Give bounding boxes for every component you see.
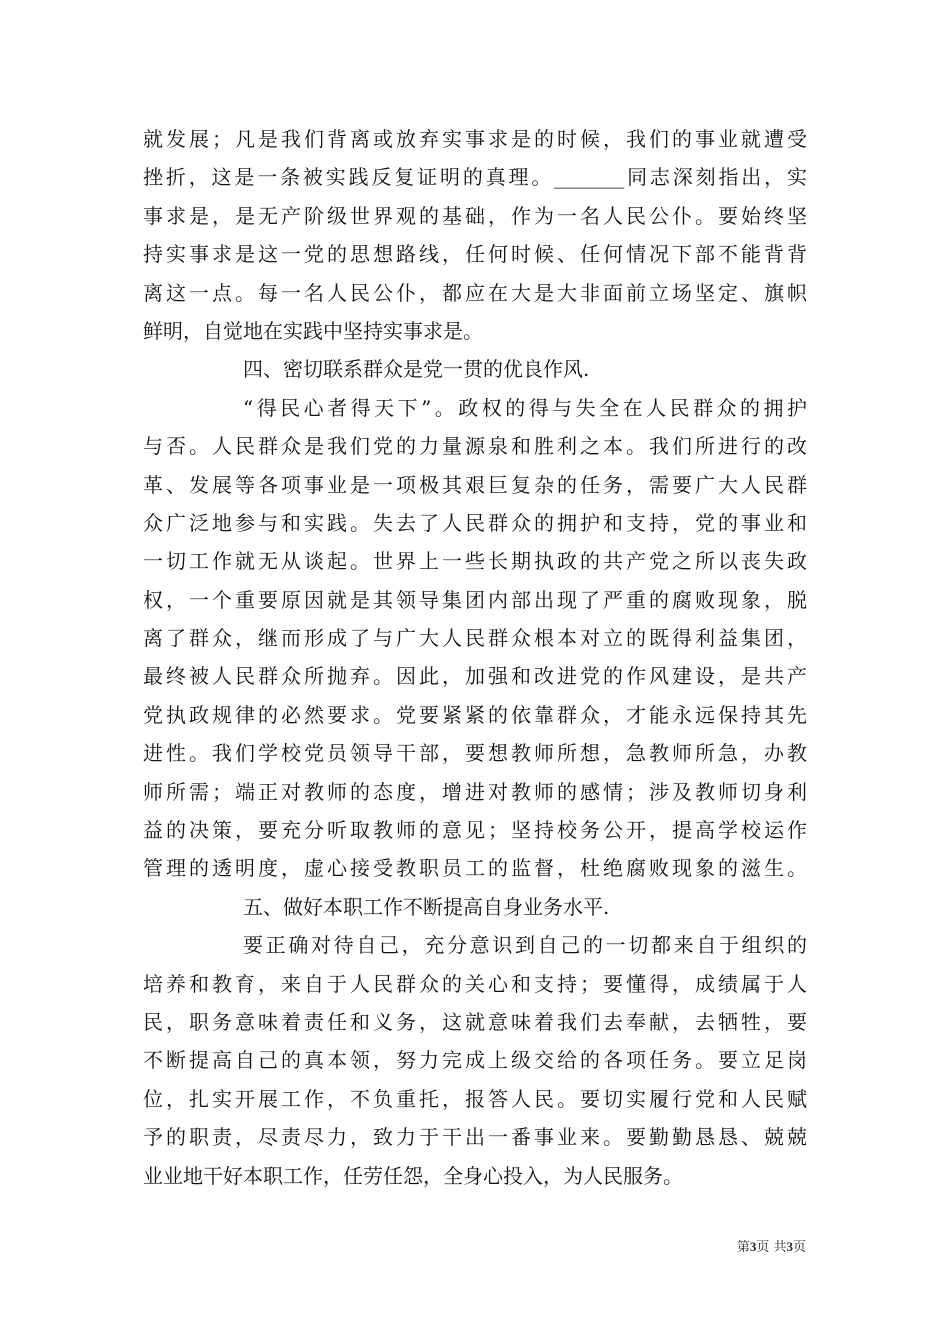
text-line: 最终被人民群众所抛弃。因此，加强和改进党的作风建设，是共产 xyxy=(143,664,807,689)
footer-page-number: 3 xyxy=(749,1239,757,1254)
text-line: 师所需；端正对教师的态度，增进对教师的感情；涉及教师切身利 xyxy=(143,779,807,804)
text-line: 离了群众，继而形成了与广大人民群众根本对立的既得利益集团， xyxy=(143,626,807,651)
text-line: 与否。人民群众是我们党的力量源泉和胜利之本。我们所进行的改 xyxy=(143,434,807,459)
text-line: 革、发展等各项事业是一项极其艰巨复杂的任务，需要广大人民群 xyxy=(143,472,807,497)
footer-prefix: 第 xyxy=(736,1240,750,1255)
text-line: 管理的透明度，虚心接受教职员工的监督，杜绝腐败现象的滋生。 xyxy=(143,856,807,881)
section-heading-4: 四、密切联系群众是党一贯的优良作风. xyxy=(243,357,590,382)
text-line: 事求是，是无产阶级世界观的基础，作为一名人民公仆。要始终坚 xyxy=(143,203,807,228)
text-line: 权，一个重要原因就是其领导集团内部出现了严重的腐败现象，脱 xyxy=(143,587,807,612)
footer-suffix: 页 xyxy=(792,1240,806,1255)
page-footer xyxy=(0,1236,806,1255)
body-text xyxy=(143,120,807,1195)
text-line: 民，职务意味着责任和义务，这就意味着我们去奉献，去牺牲，要 xyxy=(143,1009,807,1034)
text-line: 离这一点。每一名人民公仆，都应在大是大非面前立场坚定、旗帜 xyxy=(143,280,807,305)
text-line: 党执政规律的必然要求。党要紧紧的依靠群众，才能永远保持其先 xyxy=(143,702,807,727)
text-line: 进性。我们学校党员领导干部，要想教师所想，急教师所急，办教 xyxy=(143,741,807,766)
text-line: “得民心者得天下”。政权的得与失全在人民群众的拥护 xyxy=(243,395,807,420)
text-line: 就发展；凡是我们背离或放弃实事求是的时候，我们的事业就遭受 xyxy=(143,127,807,151)
text-line: 众广泛地参与和实践。失去了人民群众的拥护和支持，党的事业和 xyxy=(143,510,807,535)
text-line: 业业地干好本职工作，任劳任怨，全身心投入，为人民服务。 xyxy=(143,1163,683,1188)
footer-middle: 页 共 xyxy=(756,1240,787,1255)
footer-total-pages: 3 xyxy=(786,1239,793,1254)
text-line: 鲜明，自觉地在实践中坚持实事求是。 xyxy=(143,318,483,343)
section-heading-5: 五、做好本职工作不断提高自身业务水平. xyxy=(243,894,610,919)
text-line: 予的职责，尽责尽力，致力于干出一番事业来。要勤勤恳恳、兢兢 xyxy=(143,1125,807,1150)
text-line: 不断提高自己的真本领，努力完成上级交给的各项任务。要立足岗 xyxy=(143,1048,807,1073)
text-line: 一切工作就无从谈起。世界上一些长期执政的共产党之所以丧失政 xyxy=(143,549,807,574)
text-line: 培养和教育，来自于人民群众的关心和支持；要懂得，成绩属于人 xyxy=(143,971,807,996)
text-line: 要正确对待自己，充分意识到自己的一切都来自于组织的 xyxy=(243,933,807,958)
text-line: 持实事求是这一党的思想路线，任何时候、任何情况下部不能背背 xyxy=(143,242,807,267)
text-line: 益的决策，要充分听取教师的意见；坚持校务公开，提高学校运作 xyxy=(143,818,807,843)
text-line: 挫折，这是一条被实践反复证明的真理。_______同志深刻指出，实 xyxy=(143,165,807,190)
text-line: 位，扎实开展工作，不负重托，报答人民。要切实履行党和人民赋 xyxy=(143,1086,807,1111)
